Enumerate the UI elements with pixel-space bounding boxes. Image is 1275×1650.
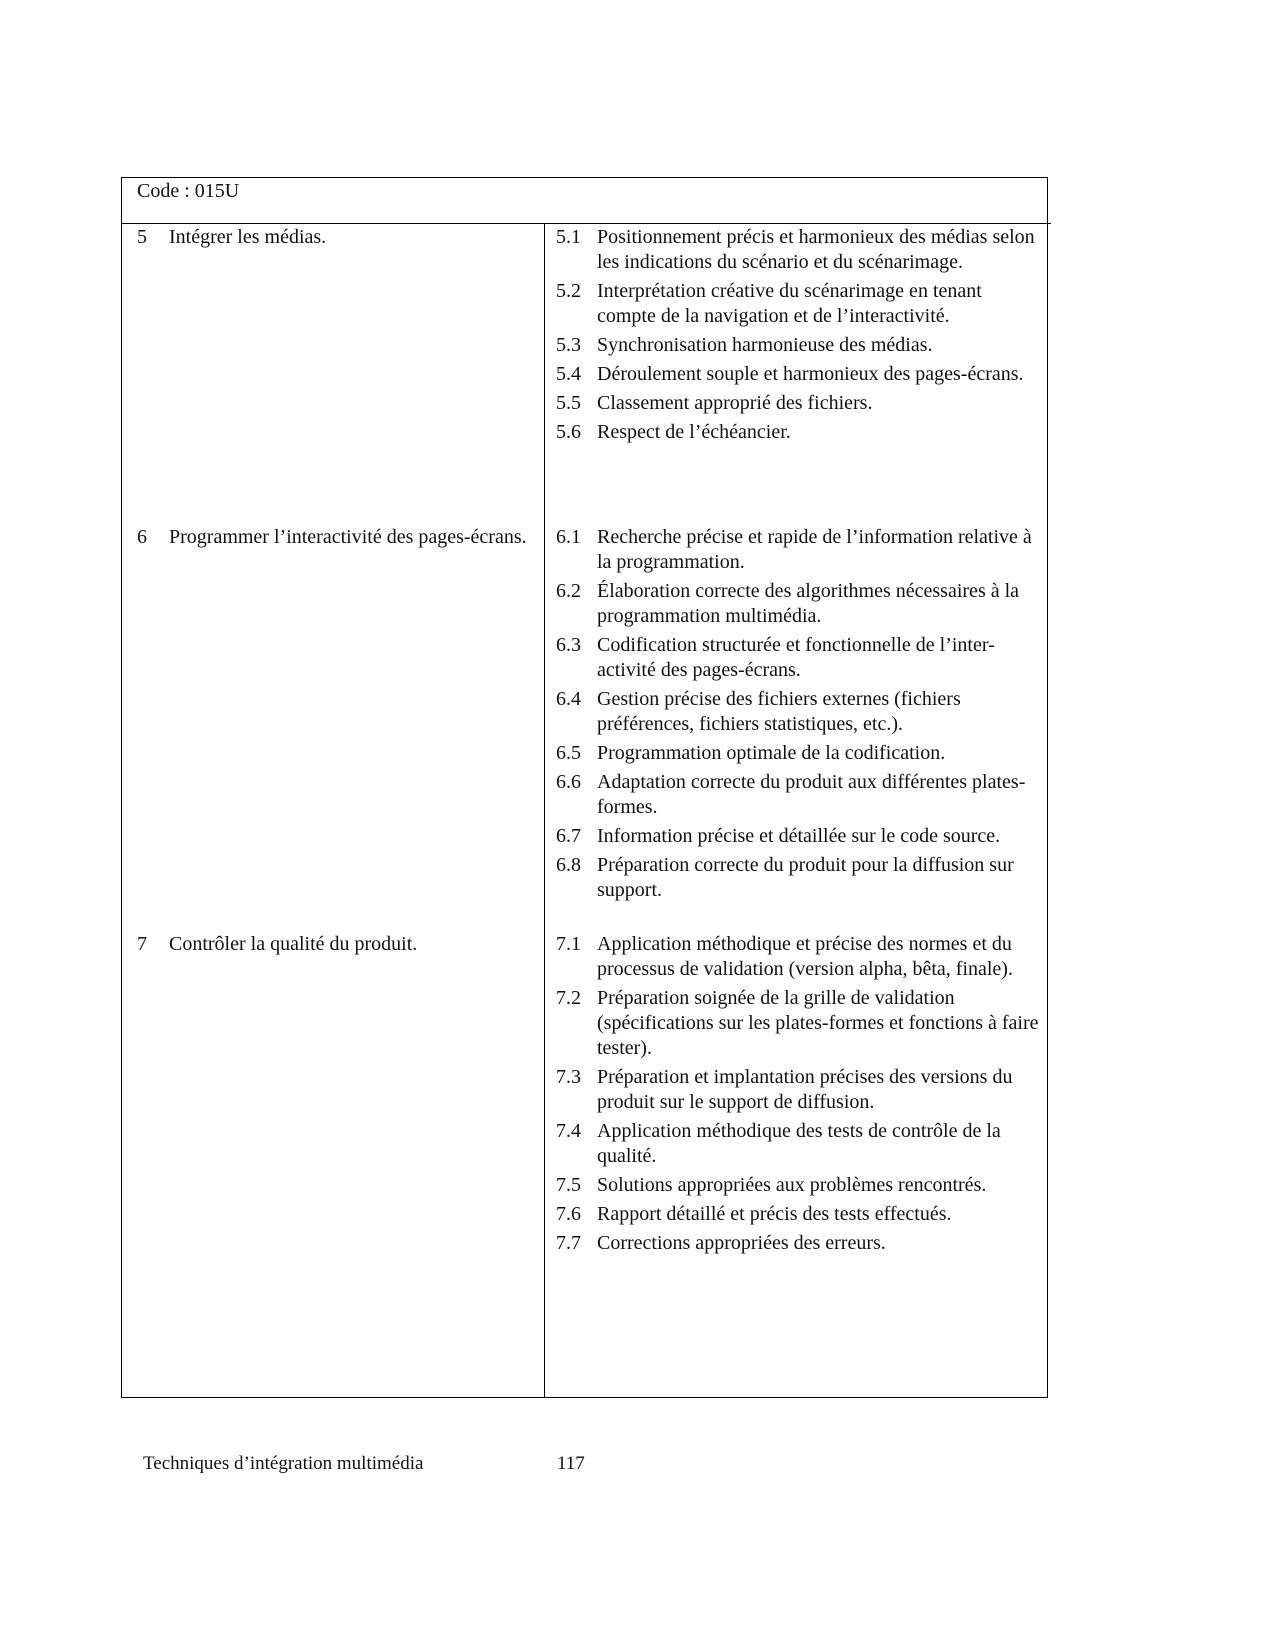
criterion-number: 6.8	[556, 854, 581, 876]
criterion-number: 5.2	[556, 280, 581, 302]
criterion-item	[556, 1173, 1041, 1198]
criterion-text: Rapport détaillé et précis des tests effectués.	[597, 1203, 952, 1225]
competency-element	[137, 525, 527, 550]
criterion-text: Information précise et détaillée sur le code source.	[597, 825, 1001, 847]
criterion-text: Gestion précise des fichiers externes (fichiers préférences, fichiers statistiques, etc.).	[597, 688, 961, 735]
criterion-item	[556, 741, 1041, 766]
criterion-item	[556, 770, 1041, 820]
criterion-item	[556, 525, 1041, 575]
criterion-item	[556, 932, 1041, 982]
criterion-text: Codification structurée et fonctionnelle de l’inter-activité des pages-écrans.	[597, 634, 995, 681]
criterion-text: Préparation correcte du produit pour la diffusion sur support.	[597, 854, 1014, 901]
criterion-number: 7.7	[556, 1232, 581, 1254]
criterion-item	[556, 225, 1041, 275]
criteria-list	[556, 525, 1041, 907]
criterion-text: Solutions appropriées aux problèmes rencontrés.	[597, 1174, 987, 1196]
criterion-number: 5.4	[556, 363, 581, 385]
column-divider	[544, 224, 545, 1397]
criteria-list	[556, 932, 1041, 1260]
footer-title: Techniques d’intégration multimédia	[143, 1453, 424, 1474]
element-number: 5	[137, 226, 147, 248]
criterion-number: 5.5	[556, 392, 581, 414]
criterion-text: Corrections appropriées des erreurs.	[597, 1232, 886, 1254]
criterion-number: 7.1	[556, 933, 581, 955]
criterion-number: 7.4	[556, 1120, 581, 1142]
criterion-text: Préparation soignée de la grille de validation (spécifications sur les plates-formes et fonctions à faire tester).	[597, 987, 1039, 1059]
criterion-text: Synchronisation harmonieuse des médias.	[597, 334, 933, 356]
element-title: Programmer l’interactivité des pages-écrans.	[169, 526, 527, 548]
criterion-item	[556, 579, 1041, 629]
element-number: 7	[137, 933, 147, 955]
competency-element	[137, 932, 527, 957]
criterion-number: 7.3	[556, 1066, 581, 1088]
criterion-item	[556, 853, 1041, 903]
criterion-text: Préparation et implantation précises des versions du produit sur le support de diffusion.	[597, 1066, 1013, 1113]
criterion-number: 6.7	[556, 825, 581, 847]
element-title: Intégrer les médias.	[169, 226, 327, 248]
criterion-text: Adaptation correcte du produit aux différentes plates-formes.	[597, 771, 1026, 818]
criterion-number: 5.3	[556, 334, 581, 356]
criterion-item	[556, 1202, 1041, 1227]
criterion-text: Positionnement précis et harmonieux des médias selon les indications du scénario et du scénarimage.	[597, 226, 1035, 273]
criterion-item	[556, 420, 1041, 445]
criterion-text: Application méthodique des tests de contrôle de la qualité.	[597, 1120, 1001, 1167]
criterion-text: Recherche précise et rapide de l’information relative à la programmation.	[597, 526, 1032, 573]
criterion-text: Programmation optimale de la codification.	[597, 742, 946, 764]
criterion-number: 6.1	[556, 526, 581, 548]
header-divider	[121, 223, 1051, 224]
criterion-number: 6.5	[556, 742, 581, 764]
criterion-item	[556, 391, 1041, 416]
criterion-number: 6.4	[556, 688, 581, 710]
criterion-item	[556, 333, 1041, 358]
criterion-number: 7.6	[556, 1203, 581, 1225]
competency-element	[137, 225, 527, 250]
criterion-number: 7.2	[556, 987, 581, 1009]
criterion-text: Élaboration correcte des algorithmes nécessaires à la programmation multimédia.	[597, 580, 1020, 627]
criterion-item	[556, 279, 1041, 329]
criterion-item	[556, 1231, 1041, 1256]
criterion-item	[556, 687, 1041, 737]
criterion-text: Interprétation créative du scénarimage en tenant compte de la navigation et de l’interactivité.	[597, 280, 982, 327]
criterion-item	[556, 362, 1041, 387]
criterion-number: 5.6	[556, 421, 581, 443]
criterion-number: 7.5	[556, 1174, 581, 1196]
code-label: Code : 015U	[137, 180, 240, 202]
criterion-item	[556, 1119, 1041, 1169]
criteria-list	[556, 225, 1041, 449]
criterion-item	[556, 633, 1041, 683]
criterion-item	[556, 1065, 1041, 1115]
criterion-text: Déroulement souple et harmonieux des pages-écrans.	[597, 363, 1024, 385]
element-title: Contrôler la qualité du produit.	[169, 933, 418, 955]
page-number: 117	[557, 1453, 585, 1474]
criterion-number: 6.2	[556, 580, 581, 602]
criterion-text: Respect de l’échéancier.	[597, 421, 791, 443]
criterion-number: 5.1	[556, 226, 581, 248]
criterion-text: Classement approprié des fichiers.	[597, 392, 873, 414]
element-number: 6	[137, 526, 147, 548]
criterion-number: 6.3	[556, 634, 581, 656]
criterion-text: Application méthodique et précise des normes et du processus de validation (version alpha, bêta, finale).	[597, 933, 1013, 980]
criterion-item	[556, 986, 1041, 1061]
criterion-number: 6.6	[556, 771, 581, 793]
criterion-item	[556, 824, 1041, 849]
